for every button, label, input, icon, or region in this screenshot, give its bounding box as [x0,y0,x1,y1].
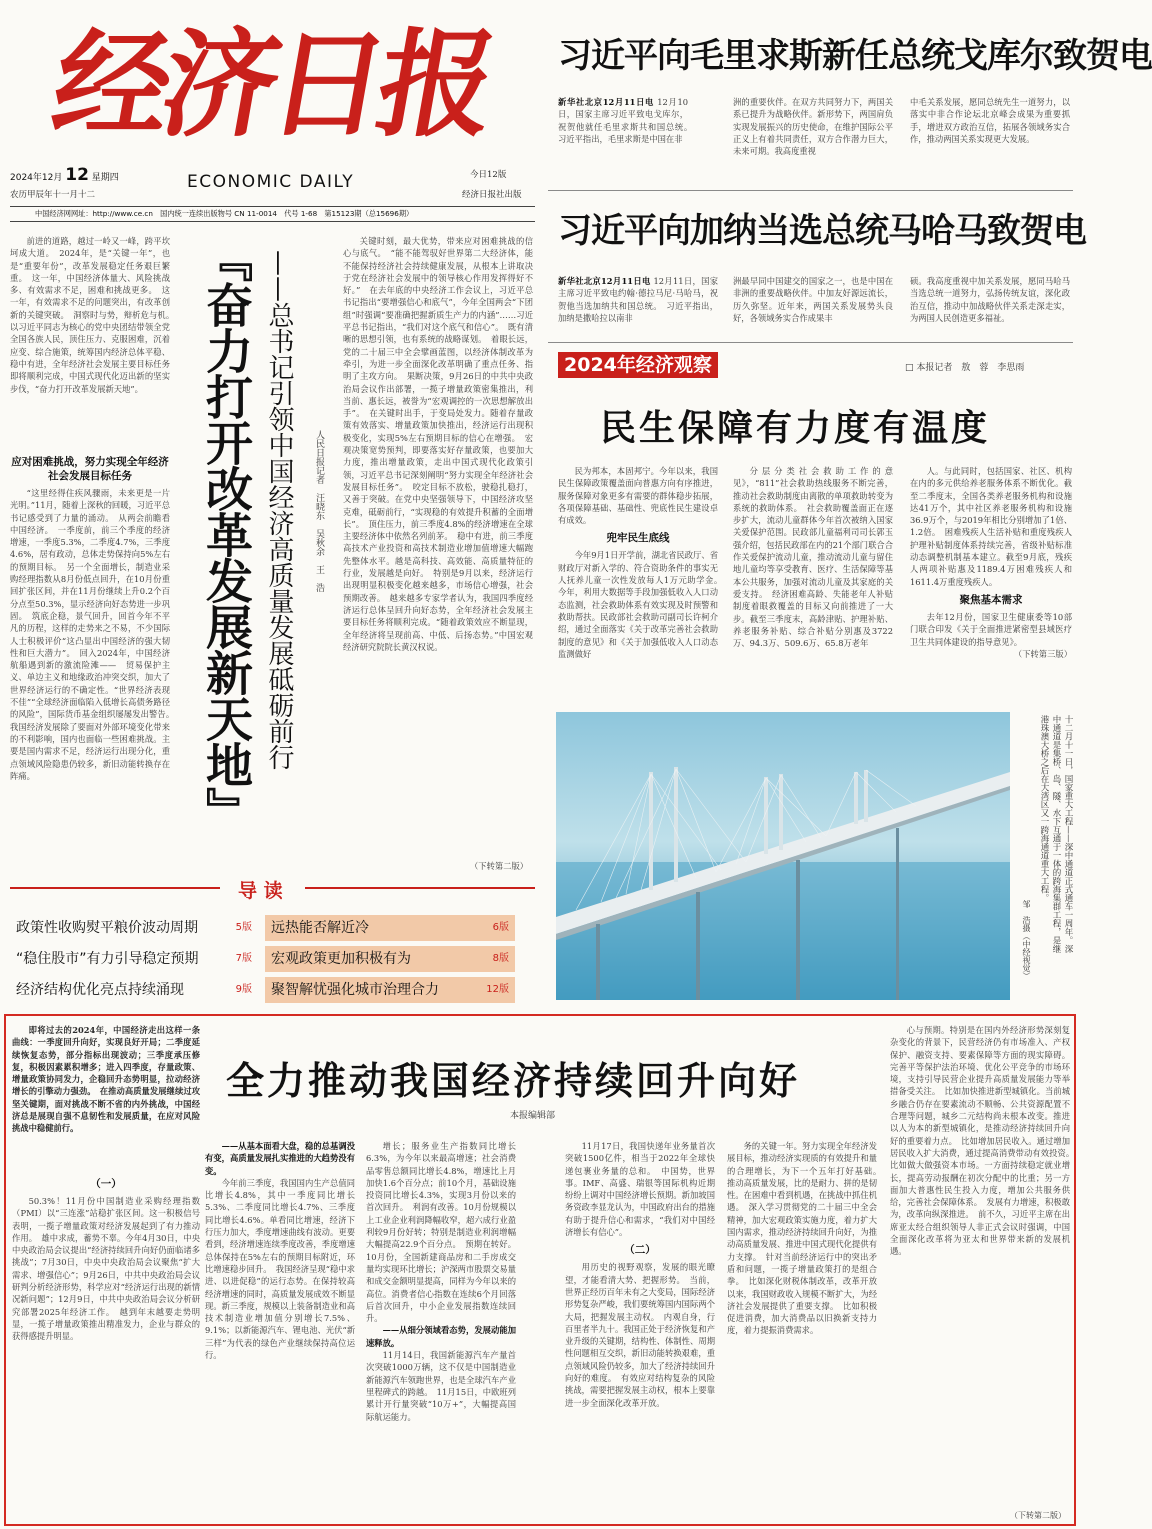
toc-item[interactable] [10,977,258,1003]
masthead-logo: 经济日报 [43,17,499,153]
bottom-intro: 即将过去的2024年，中国经济走出这样一条曲线：一季度回升向好，实现良好开局；二季度延续恢复态势，部分指标出现波动；三季度承压修复，积极因素累积增多；进入四季度，存量政策、增量政策协同发力，企稳回升态势明显，拉动经济增长的引擎动力强劲。 在推动高质量发展继续过攻坚关键期，面对挑战不断不省的内外挑战，中国经济总是展现自强不息韧性和发展质量，在应对风险挑战中稳健前行。 [12,1025,200,1134]
lead2-dateline: 新华社北京12月11日电 [558,276,651,286]
bottom-byline: 本报编辑部 [510,1111,556,1121]
toc-item-page: 6版 [492,922,509,933]
lead1-headline[interactable]: 习近平向毛里求斯新任总统戈库尔致贺电 [558,36,1152,76]
toc-item-label: 远热能否解近冷 [271,920,369,936]
masthead-date: 2024年12月 12 星期四 [10,165,119,185]
observe-col2: 分层分类社会救助工作的意见》，“811”社会救助热线服务不断完善，推动社会救助制度由离散的单项救助转变为系统的救助体系。 社会救助覆盖面正在逐步扩大，流动儿童群体今年首次被纳入国家关爱保护范围。民政部儿童福利司司长郭玉强介绍，包括民政部在内的21个部门联合合作关爱保护流动儿童，推动流动儿童与留住地儿童均等享受教育、医疗、生活保障等基本公共服务，加强对流动儿童及其家庭的关爱支持。 经济困难高龄、失能老年人补贴制度着眼救覆盖的目标又向前推进了一大步。截至三季度末，高龄津贴、护理补贴、养老服务补贴、综合补贴分别惠及3722万、94.3万、509.6万、65.8万老年 [733,466,893,649]
observe-subheading-1: 兜牢民生底线 [606,532,670,545]
toc-item-label: “稳住股市”有力引导稳定预期 [16,951,199,967]
lead2-headline[interactable]: 习近平向加纳当选总统马哈马致贺电 [558,211,1086,251]
toc-item[interactable] [10,915,258,941]
toc-item-page: 7版 [235,953,252,964]
toc-rule-right [305,887,535,889]
masthead-english: ECONOMIC DAILY [187,172,355,192]
lead2-col3: 硕。我高度重视中加关系发展，愿同马哈马当选总统一道努力，弘扬传统友谊，深化政治互信，推动中加战略伙伴关系走深走实，为两国人民创造更多福祉。 [910,276,1070,323]
feature-col2: 关键时刻，最大优势，带来应对困难挑战的信心与底气。 “能不能驾驭好世界第二大经济体，能不能保持经济社会持续健康发展，从根本上讲取决于党在经济社会发展中的领导核心作用发挥得好不好。” 在去年底的中央经济工作会议上，习近平总书记指出“要增强信心和底气”，今年全国两会“下团组”时强调“要准确把握新质生产力的内涵”……习近平总书记指出，“我们对这个底气和信心”。 既有清晰的思想引领，也有系统的战略谋划。 着眼长远，党的二十届三中全会擘画蓝图，以经济体制改革为牵引，为进一步全面深化改革明确了重点任务、指明了主攻方向。 果断决策，9月26日的中共中央政治局会议作出部署，一揽子增量政策密集推出，利当前、惠长远，被誉为“宏观调控的一次思想解放出手”。 在关键时出手，于变局处发力。随着存量政策有效落实、增量政策加快推出，经济运行出现积极变化，实现5%左右预期目标的信心在增强。 宏观决策宽势预判，即要落实好存量政策，也要加大力度，推出增量政策，走出中国式现代化政策引领，习近平总书记深刻阐明“努力实现全年经济社会发展目标任务”。 咬定目标不放松，驶稳扎稳打，又善于突破。在党中央坚强领导下，中国经济攻坚克难，砥砺前行，“实现稳的有效提升积蓄的全面增长”。 顶住压力，前三季度4.8%的经济增速在全球主要经济体中依然名列前茅。 稳中有进，前三季度高技术产业投资和高技术制造业增加值增速大幅跑先整体水平。越是高科技、高效能、高质量特征的行业，发展越是向好。 特别是9月以来，经济运行出现明显积极变化越来越多，市场信心增强，社会预期改善。 越来越多专家学者认为，我国四季度经济运行总体呈回升向好态势，全年经济社会发展主要目标任务将顺利完成。“随着政策效应不断显现，全年经济将呈现前高、中低、后扬态势。”中国宏观经济研究院院长黄汉权说。 [343,236,533,652]
toc-item[interactable] [10,946,258,972]
masthead-info-bar: 中国经济网网址：http://www.ce.cn 国内统一连续出版物号 CN 11-0014 代号 1-68 第15123期（总15696期） [10,206,535,222]
feature-subheadline: ——总书记引领中国经济高质量发展砥砺前行 [264,250,294,770]
toc-item-label: 政策性收购熨平粮价波动周期 [16,920,198,936]
toc-item-label: 经济结构优化亮点持续涌现 [16,982,184,998]
bottom-col1: （一） 50.3%！11月份中国制造业采购经理指数（PMI）以“三连涨”站稳扩张区间。这一积极信号表明，一揽子增量政策对经济发展起到了有力推动作用。 雄中求成，蓄势不辜。今年4月30日，中央中央政治局会议提出“经济持续回升向好仍面临诸多挑战”；7月30日，中央中央政治局会议聚焦“扩大需求、增强信心”；9月26日，中共中央政治局会议研判分析经济形势，科学应对“经济运行出现的新情况新问题”；12月9日，中共中央政治局会议分析研究部署2025年经济工作。 越到年末越要走势明显，一揽子增量政策推出精准发力，企业与群众的获得感提升明显。 [12,1178,200,1342]
toc-item-page: 9版 [235,984,252,995]
feature-col1-cont: 应对困难挑战，努力实现全年经济社会发展目标任务 “这里经得住疾风骤雨，未来更是一片光明。”11月，随着上深秋的回暖，习近平总书记感受到了力量的涌动。 从两会前瞻看中国经济。 一季度前，前三个季度的经济增速，一季度5.3%，二季度4.7%，三季度4.6%，居有政动，总体走势保持向5%左右的预期目标。 另一个全面增长，制造业采购经理指数从8月份低点回升，在10月份重回扩张区间，并在11月份继续上升0.2个百分点至50.3%，显示经济向好态势进一步巩固。 筑底企稳，景气回升，回首今年不平凡的历程，这样的走势来之不易，不少国际人士积极评价“这凸显出中国经济的强大韧性和巨大潜力”。 回入2024年，中国经济航船遇到新的激流险滩—— 贸易保护主义、单边主义和地缘政治冲突交织，加大了世界经济运行的不确定性。“世界经济表现不佳”“全球经济面临陷入低增长高债务路径的风险”，国际货币基金组织屡屡发出警告。 我国经济发展除了要面对外部环境变化带来的不利影响，国内也面临一些困难挑战。主要是国内需求不足，经济运行出现分化，重点领域风险隐患仍较多，新旧动能转换存在阵痛。 [10,456,179,781]
feature-subheading: 应对困难挑战，努力实现全年经济社会发展目标任务 [11,456,169,482]
observe-col1: 民为邦本，本固邦宁。今年以来，我国民生保障政策覆盖面向普惠方向有序推进，服务保障对象更多有需要的群体稳步拓展，各项保障基础、基础性、兜底性民生建设卓有成效。 兜牢民生底线 今年9月1日开学前，湖北省民政厅、省财政厅对新入学的、符合资助条件的事实无人抚养儿童一次性发放每人1万元助学金。 今年，利用大数据等手段加强低收入人口动态监测，社会救助体系有效实现及时预警和救助帮扶。民政部社会救助司副司长许柯介绍，通过全面落实《关于改革完善社会救助制度的意见》和《关于加强低收入人口动态监测做好 [558,466,727,659]
lead1-col2: 洲的重要伙伴。在双方共同努力下，两国关系已提升为战略伙伴。新形势下，两国肩负实现发展振兴的历史使命，在维护国际公平正义上有着共同责任，双方合作潜力巨大，未来可期。我高度重视 [733,97,893,157]
lead1-col3: 中毛关系发展，愿同总统先生一道努力，以落实中非合作论坛北京峰会成果为重要抓手，增进双方政治互信，拓展各领域务实合作，推动两国关系实现更大发展。 [910,97,1070,144]
bottom-col4: 11月17日，我国快递年业务量首次突破1500亿件，相当于2022年全球快递包裹业务量的总和。 中国势，世界事。IMF、高盛、瑞银等国际机构近期纷纷上调对中国经济增长预期。新加坡国务资政李显龙认为，中国政府出台的措施有助于提升信心和需求，“我们对中国经济增长有信心”。 （二） 用历史的视野观察，发展的眼光瞭望，才能看清大势、把握形势。 当前，世界正经历百年未有之大变局，国际经济形势复杂严峻，我们要统筹国内国际两个大局，把握发展主动权。 内观自身，行百里者半九十。我国正处于经济恢复和产业升级的关键期，结构性、体制性、周期性问题相互交织，新旧动能转换艰难，重点领域风险仍较多，加大了经济持续回升向好的难度。 有效应对结构复杂的风险挑战，需要把握发展主动权，根本上要靠进一步全面深化改革开放。 [565,1141,715,1408]
feature-continued: （下转第二版） [470,861,529,871]
bottom-col2: ——从基本面看大盘，稳的总基调没有变，高质量发展扎实推进的大趋势没有变。 今年前三季度，我国国内生产总值同比增长4.8%，其中一季度同比增长5.3%、二季度同比增长4.7%、三季度同比增长4.6%。单看同比增速，经济下行压力加大，季度增速曲线有波动。更要看到，经济增速连续季度改善，季度增速总体保持在5%左右的预期目标附近，环比增速稳步回升。 我国经济呈现“稳中求进、以进促稳”的运行态势。在保持较高经济增速的同时，高质量发展成效不断显现。新三季度，规模以上装备制造业和高技术制造业增加值分别增长7.5%、9.1%；以新能源汽车、锂电池、光伏“新三样”为代表的绿色产业继续保持高位运行。 [205,1141,355,1361]
masthead-publisher: 经济日报社出版 [462,190,522,200]
bridge-photo[interactable] [556,712,1010,1000]
toc-rule-left [10,887,220,889]
toc-title: 导 读 [238,880,283,902]
toc-item[interactable] [265,946,515,972]
feature-headline[interactable]: 『奋力打开改革发展新天地』 [198,235,253,833]
masthead-day: 12 [65,165,89,185]
observe-headline[interactable]: 民生保障有力度有温度 [600,407,991,449]
bottom-col6: 心与预期。特别是在国内外经济形势深刻复杂变化的背景下，民营经济仍有市场准入、产权保护、融资支持、要素保障等方面的现实障碍。完善平等保护法治环境、优化公平竞争的市场环境，支持引导民营企业提升高质量发展能力等举措备受关注。 比如加快推进新型城镇化。当前城乡融合仍存在要素流动不顺畅、公共资源配置不合理等问题，城乡二元结构尚未根本改变。推进以人为本的新型城镇化，是推动经济持续回升向好的重要着力点。 比如增加居民收入。通过增加居民收入扩大消费，通过提高消费带动有效投资。 比如做大做强资本市场。一方面持续稳定就业增长，提高劳动报酬在初次分配中的比重；另一方面加大普惠性民生投入力度，增加公共服务供给，完善社会保障体系。 发展有力增速，积极敢为，改革向纵深推进。 前不久，习近平主席在出席亚太经合组织领导人非正式会议时强调，中国全面深化改革将为亚太和世界带来新的发展机遇。 [890,1025,1079,1257]
lead1-dateline: 新华社北京12月11日电 [558,97,654,107]
photo-caption: 十二月十一日，国家重大工程——深中通道正式通车一周年。深中通道是集桥、岛、隧、水下互通于一体的跨海集群工程，是继港珠澳大桥之后在大湾区又一跨海通道重大工程。 [1039,715,1073,953]
divider [548,342,1073,343]
feature-byline: 人民日报记者 汪晓东 吴秋余 王 浩 [314,430,324,592]
bottom-continued: （下转第二版） [1010,1511,1066,1520]
masthead-lunar: 农历甲辰年十一月十二 [10,190,96,200]
toc-item-page: 5版 [235,922,252,933]
toc-item[interactable] [265,977,515,1003]
divider [548,190,1073,191]
feature-col1: 前进的道路，越过一岭又一峰，跨平坎坷成大道。 2024年，是“关键一年”，也是“重要年份”，改革发展稳定任务艰巨繁重。 这一年，中国经济体量大、风险挑战多、有效需求不足，困难和挑战更多。 这一年，有效需求不足的问题突出，有改革创新的关键突破。 洞察时与势，辩析危与机。 以习近平同志为核心的党中央团结带领全党全国各族人民，顶住压力、克服困难，沉着应变、综合施策，统筹国内经济总体平稳、稳中有进，全年经济社会发展主要目标任务即将顺利完成，中国式现代化迈出新的坚实步伐，“奋力打开改革发展新天地”。 [10,236,179,394]
bottom-headline[interactable]: 全力推动我国经济持续回升向好 [226,1059,801,1103]
observe-continued: （下转第三版） [1013,648,1072,659]
bottom-part2: （二） [624,1244,656,1257]
observe-tag: 2024年经济观察 [558,352,718,378]
lead2-col2: 洲最早同中国建交的国家之一，也是中国在非洲的重要战略伙伴。中加友好源远流长，历久弥坚。近年来，两国关系发展势头良好，各领域务实合作成果丰 [733,276,893,323]
bridge-photo-image [556,712,1010,1000]
lead2-col1: 新华社北京12月11日电 12月11日，国家主席习近平致电约翰·德拉马尼·马哈马，祝贺他当选加纳共和国总统。 习近平指出，加纳是撒哈拉以南非 [558,276,718,323]
bottom-col5: 务的关键一年。努力实现全年经济发展目标，推动经济实现质的有效提升和量的合理增长，为下一个五年打好基础。 推动高质量发展，比的是耐力、拼的是韧性。在困难中看到机遇，在挑战中抓住机遇。 深入学习贯彻党的二十届三中全会精神，加大宏观政策实施力度，着力扩大国内需求，推动经济持续回升向好，为推动高质量发展、推进中国式现代化提供有力支撑。 针对当前经济运行中的突出矛盾和问题，一揽子增量政策打的是组合拳。 比如深化财税体制改革，改革开放以来，我国财政收入规模不断扩大，为经济社会发展提供了重要支撑。 比如积极促进消费，加大消费品以旧换新支持力度，着力提振消费需求。 [727,1141,886,1336]
bottom-col3: 增长；服务业生产指数同比增长6.3%，为今年以来最高增速；社会消费品零售总额同比增长4.8%，增速比上月加快1.6个百分点；前10个月，基础设施投资同比增长4.3%，实现3月份以来的首次回升。 利润有改善。10月份规模以上工业企业利润降幅收窄，超六成行业盈利较9月份好转；特别是制造业利润增幅大幅提高22.9个百分点。 预期在转好。10月份，全国新建商品房和二手房成交量均实现环比增长；沪深两市股票交易量和成交金额明显提高，同样为今年以来的高位。消费者信心指数在连续6个月回落后首次回升，中小企业发展指数连续回升。 ——从细分领域看态势，发展动能加速释放。 11月14日，我国新能源汽车产量首次突破1000万辆，这不仅是中国制造业新能源汽车领跑世界，也是全球汽车产业里程碑式的跨越。 11月15日，中欧班列累计开行量突破“10万+”，大幅提高国际航运能力。 [366,1141,516,1422]
toc-item-page: 12版 [486,984,509,995]
toc-item-page: 8版 [492,953,509,964]
toc-item-label: 宏观政策更加积极有为 [271,951,411,967]
toc-item[interactable] [265,915,515,941]
observe-col3: 人。与此同时，包括国家、社区、机构在内的多元供给养老服务体系不断优化。截至二季度末，全国各类养老服务机构和设施达41万个，其中社区养老服务机构和设施36.9万个，与2019年相比分别增加了1倍、1.2倍。 困难残疾人生活补贴和重度残疾人护理补贴制度体系持续完善，省级补贴标准动态调整机制基本建立。截至9月底，残疾人两项补贴惠及1189.4万困难残疾人和1611.4万重度残疾人。 聚焦基本需求 去年12月份，国家卫生健康委等10部门联合印发《关于全面推进紧密型县域医疗卫生共同体建设的指导意见》。 （下转第三版） [910,466,1072,659]
toc-item-label: 聚智解忧强化城市治理合力 [271,982,439,998]
bottom-part1: （一） [90,1178,122,1190]
observe-byline: □ 本报记者 敖 蓉 李思雨 [905,363,1025,373]
observe-subheading-2: 聚焦基本需求 [959,593,1023,606]
masthead-pages: 今日12版 [470,170,507,180]
photo-credit: 邹 浩摄（中经视觉） [1022,900,1031,980]
lead1-col1: 新华社北京12月11日电 12月10日，国家主席习近平致电戈库尔，祝贺他就任毛里求斯共和国总统。 习近平指出，毛里求斯是中国在非 [558,97,697,144]
